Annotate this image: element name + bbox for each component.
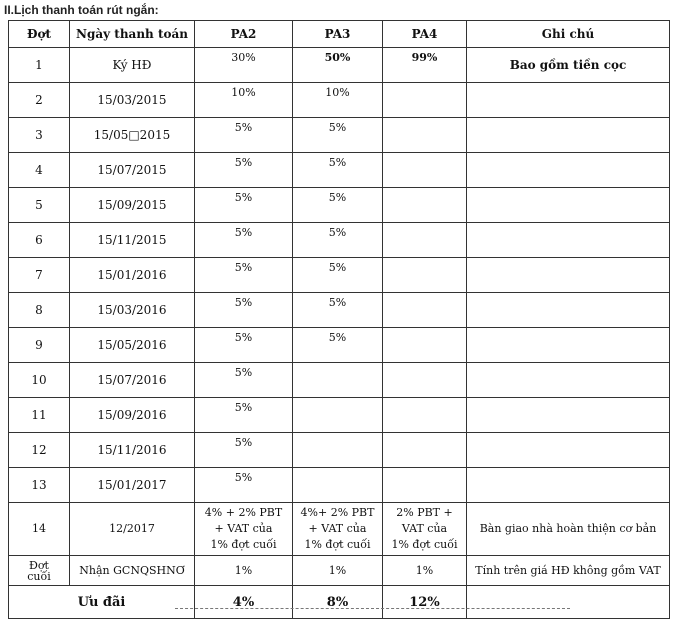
total-pa3: 8% xyxy=(293,586,383,619)
cell-pa2: 5% xyxy=(195,433,293,468)
table-row xyxy=(9,468,670,503)
cell-pa4 xyxy=(383,328,467,363)
cell-pa2: 5% xyxy=(195,363,293,398)
cell-ghi-chu xyxy=(467,83,670,118)
cell-line: 4%+ 2% PBT xyxy=(300,506,375,519)
table-row xyxy=(9,188,670,223)
cell-ghi-chu xyxy=(467,118,670,153)
cell-pa4: 1% xyxy=(383,556,467,586)
table-row xyxy=(9,48,670,83)
cell-ghi-chu: Bàn giao nhà hoàn thiện cơ bản xyxy=(467,503,670,556)
cell-pa3 xyxy=(293,503,383,556)
cell-pa2: 5% xyxy=(195,328,293,363)
table-row xyxy=(9,363,670,398)
cell-ngay: 15/05□2015 xyxy=(70,118,195,153)
table-row xyxy=(9,503,670,556)
cell-ngay: 15/11/2016 xyxy=(70,433,195,468)
cell-pa2: 5% xyxy=(195,118,293,153)
total-label: Ưu đãi xyxy=(9,586,195,619)
table-row xyxy=(9,293,670,328)
cell-line: 4% + 2% PBT xyxy=(204,506,283,519)
table-row xyxy=(9,258,670,293)
cell-pa4 xyxy=(383,153,467,188)
cell-pa4 xyxy=(383,433,467,468)
cell-dot: 1 xyxy=(9,48,70,83)
cell-dot: 7 xyxy=(9,258,70,293)
cell-ghi-chu xyxy=(467,433,670,468)
total-ghi-chu xyxy=(467,586,670,619)
header-dot: Đợt xyxy=(9,21,70,48)
cell-ghi-chu: Bao gồm tiền cọc xyxy=(467,48,670,83)
cell-ghi-chu xyxy=(467,468,670,503)
cell-pa2: 5% xyxy=(195,468,293,503)
cell-ghi-chu xyxy=(467,398,670,433)
cell-pa3: 5% xyxy=(293,118,383,153)
cell-pa3: 10% xyxy=(293,83,383,118)
cell-pa2: 5% xyxy=(195,258,293,293)
table-row xyxy=(9,433,670,468)
cell-pa4 xyxy=(383,83,467,118)
cell-ngay: 15/11/2015 xyxy=(70,223,195,258)
cell-line: 1% đợt cuối xyxy=(210,538,277,551)
table-row xyxy=(9,118,670,153)
payment-schedule-table xyxy=(8,20,670,619)
header-pa2: PA2 xyxy=(195,21,293,48)
cell-pa2: 10% xyxy=(195,83,293,118)
cell-line: VAT của xyxy=(401,522,448,535)
cell-pa3: 5% xyxy=(293,293,383,328)
cell-ghi-chu xyxy=(467,153,670,188)
cell-line: Đợt xyxy=(29,558,49,572)
cell-dot: 4 xyxy=(9,153,70,188)
cell-ghi-chu xyxy=(467,293,670,328)
cell-ngay: 15/09/2015 xyxy=(70,188,195,223)
cell-line: + VAT của xyxy=(214,522,273,535)
table-row xyxy=(9,223,670,258)
cell-pa2 xyxy=(195,503,293,556)
cell-pa3: 5% xyxy=(293,223,383,258)
cell-line: 2% PBT + xyxy=(396,506,453,519)
cell-dot: 8 xyxy=(9,293,70,328)
cell-ngay: 15/07/2015 xyxy=(70,153,195,188)
header-pa4: PA4 xyxy=(383,21,467,48)
cell-ghi-chu: Tính trên giá HĐ không gồm VAT xyxy=(467,556,670,586)
cell-pa4 xyxy=(383,503,467,556)
cell-dot: 5 xyxy=(9,188,70,223)
cell-pa4 xyxy=(383,468,467,503)
cell-ghi-chu xyxy=(467,223,670,258)
cell-dot: 11 xyxy=(9,398,70,433)
cell-pa3: 5% xyxy=(293,153,383,188)
cell-dot: 10 xyxy=(9,363,70,398)
cell-ghi-chu xyxy=(467,363,670,398)
cell-pa2: 5% xyxy=(195,188,293,223)
table-row xyxy=(9,398,670,433)
cell-ghi-chu xyxy=(467,328,670,363)
cell-pa3: 5% xyxy=(293,328,383,363)
cell-pa2: 5% xyxy=(195,398,293,433)
cell-ngay: 15/03/2015 xyxy=(70,83,195,118)
cell-ngay: 15/01/2016 xyxy=(70,258,195,293)
cell-pa4 xyxy=(383,188,467,223)
cell-pa4: 99% xyxy=(383,48,467,83)
bottom-divider xyxy=(175,608,570,609)
cell-pa3: 50% xyxy=(293,48,383,83)
cell-ghi-chu xyxy=(467,258,670,293)
cell-ghi-chu xyxy=(467,188,670,223)
cell-dot: 9 xyxy=(9,328,70,363)
cell-ngay: 15/03/2016 xyxy=(70,293,195,328)
cell-pa4 xyxy=(383,223,467,258)
header-ngay-thanh-toan: Ngày thanh toán xyxy=(70,21,195,48)
cell-ngay: 15/01/2017 xyxy=(70,468,195,503)
section-title: II.Lịch thanh toán rút ngắn: xyxy=(4,3,159,17)
header-row xyxy=(9,21,670,48)
cell-line: 1% đợt cuối xyxy=(304,538,371,551)
cell-pa3 xyxy=(293,363,383,398)
cell-dot xyxy=(9,556,70,586)
cell-ngay: 15/05/2016 xyxy=(70,328,195,363)
cell-pa4 xyxy=(383,118,467,153)
cell-pa4 xyxy=(383,293,467,328)
cell-pa2: 1% xyxy=(195,556,293,586)
table-row xyxy=(9,328,670,363)
header-ghi-chu: Ghi chú xyxy=(467,21,670,48)
cell-line: 1% đợt cuối xyxy=(391,538,458,551)
cell-pa2: 30% xyxy=(195,48,293,83)
cell-ngay: 12/2017 xyxy=(70,503,195,556)
cell-ngay: 15/09/2016 xyxy=(70,398,195,433)
total-pa2: 4% xyxy=(195,586,293,619)
cell-pa4 xyxy=(383,398,467,433)
cell-ngay: 15/07/2016 xyxy=(70,363,195,398)
table-row-total xyxy=(9,586,670,619)
cell-pa2: 5% xyxy=(195,293,293,328)
header-pa3: PA3 xyxy=(293,21,383,48)
cell-pa3: 1% xyxy=(293,556,383,586)
table-row xyxy=(9,153,670,188)
cell-line: cuối xyxy=(27,569,51,583)
cell-pa3 xyxy=(293,468,383,503)
cell-pa3: 5% xyxy=(293,258,383,293)
cell-pa2: 5% xyxy=(195,153,293,188)
cell-pa3 xyxy=(293,398,383,433)
cell-pa3 xyxy=(293,433,383,468)
cell-ngay: Nhận GCNQSHNƠ xyxy=(70,556,195,586)
total-pa4: 12% xyxy=(383,586,467,619)
cell-pa2: 5% xyxy=(195,223,293,258)
cell-pa4 xyxy=(383,258,467,293)
cell-dot: 2 xyxy=(9,83,70,118)
cell-dot: 3 xyxy=(9,118,70,153)
cell-dot: 12 xyxy=(9,433,70,468)
cell-pa3: 5% xyxy=(293,188,383,223)
cell-dot: 6 xyxy=(9,223,70,258)
cell-line: + VAT của xyxy=(308,522,367,535)
table-row-final-installment xyxy=(9,556,670,586)
cell-dot: 13 xyxy=(9,468,70,503)
cell-ngay: Ký HĐ xyxy=(70,48,195,83)
table-row xyxy=(9,83,670,118)
cell-dot: 14 xyxy=(9,503,70,556)
cell-pa4 xyxy=(383,363,467,398)
